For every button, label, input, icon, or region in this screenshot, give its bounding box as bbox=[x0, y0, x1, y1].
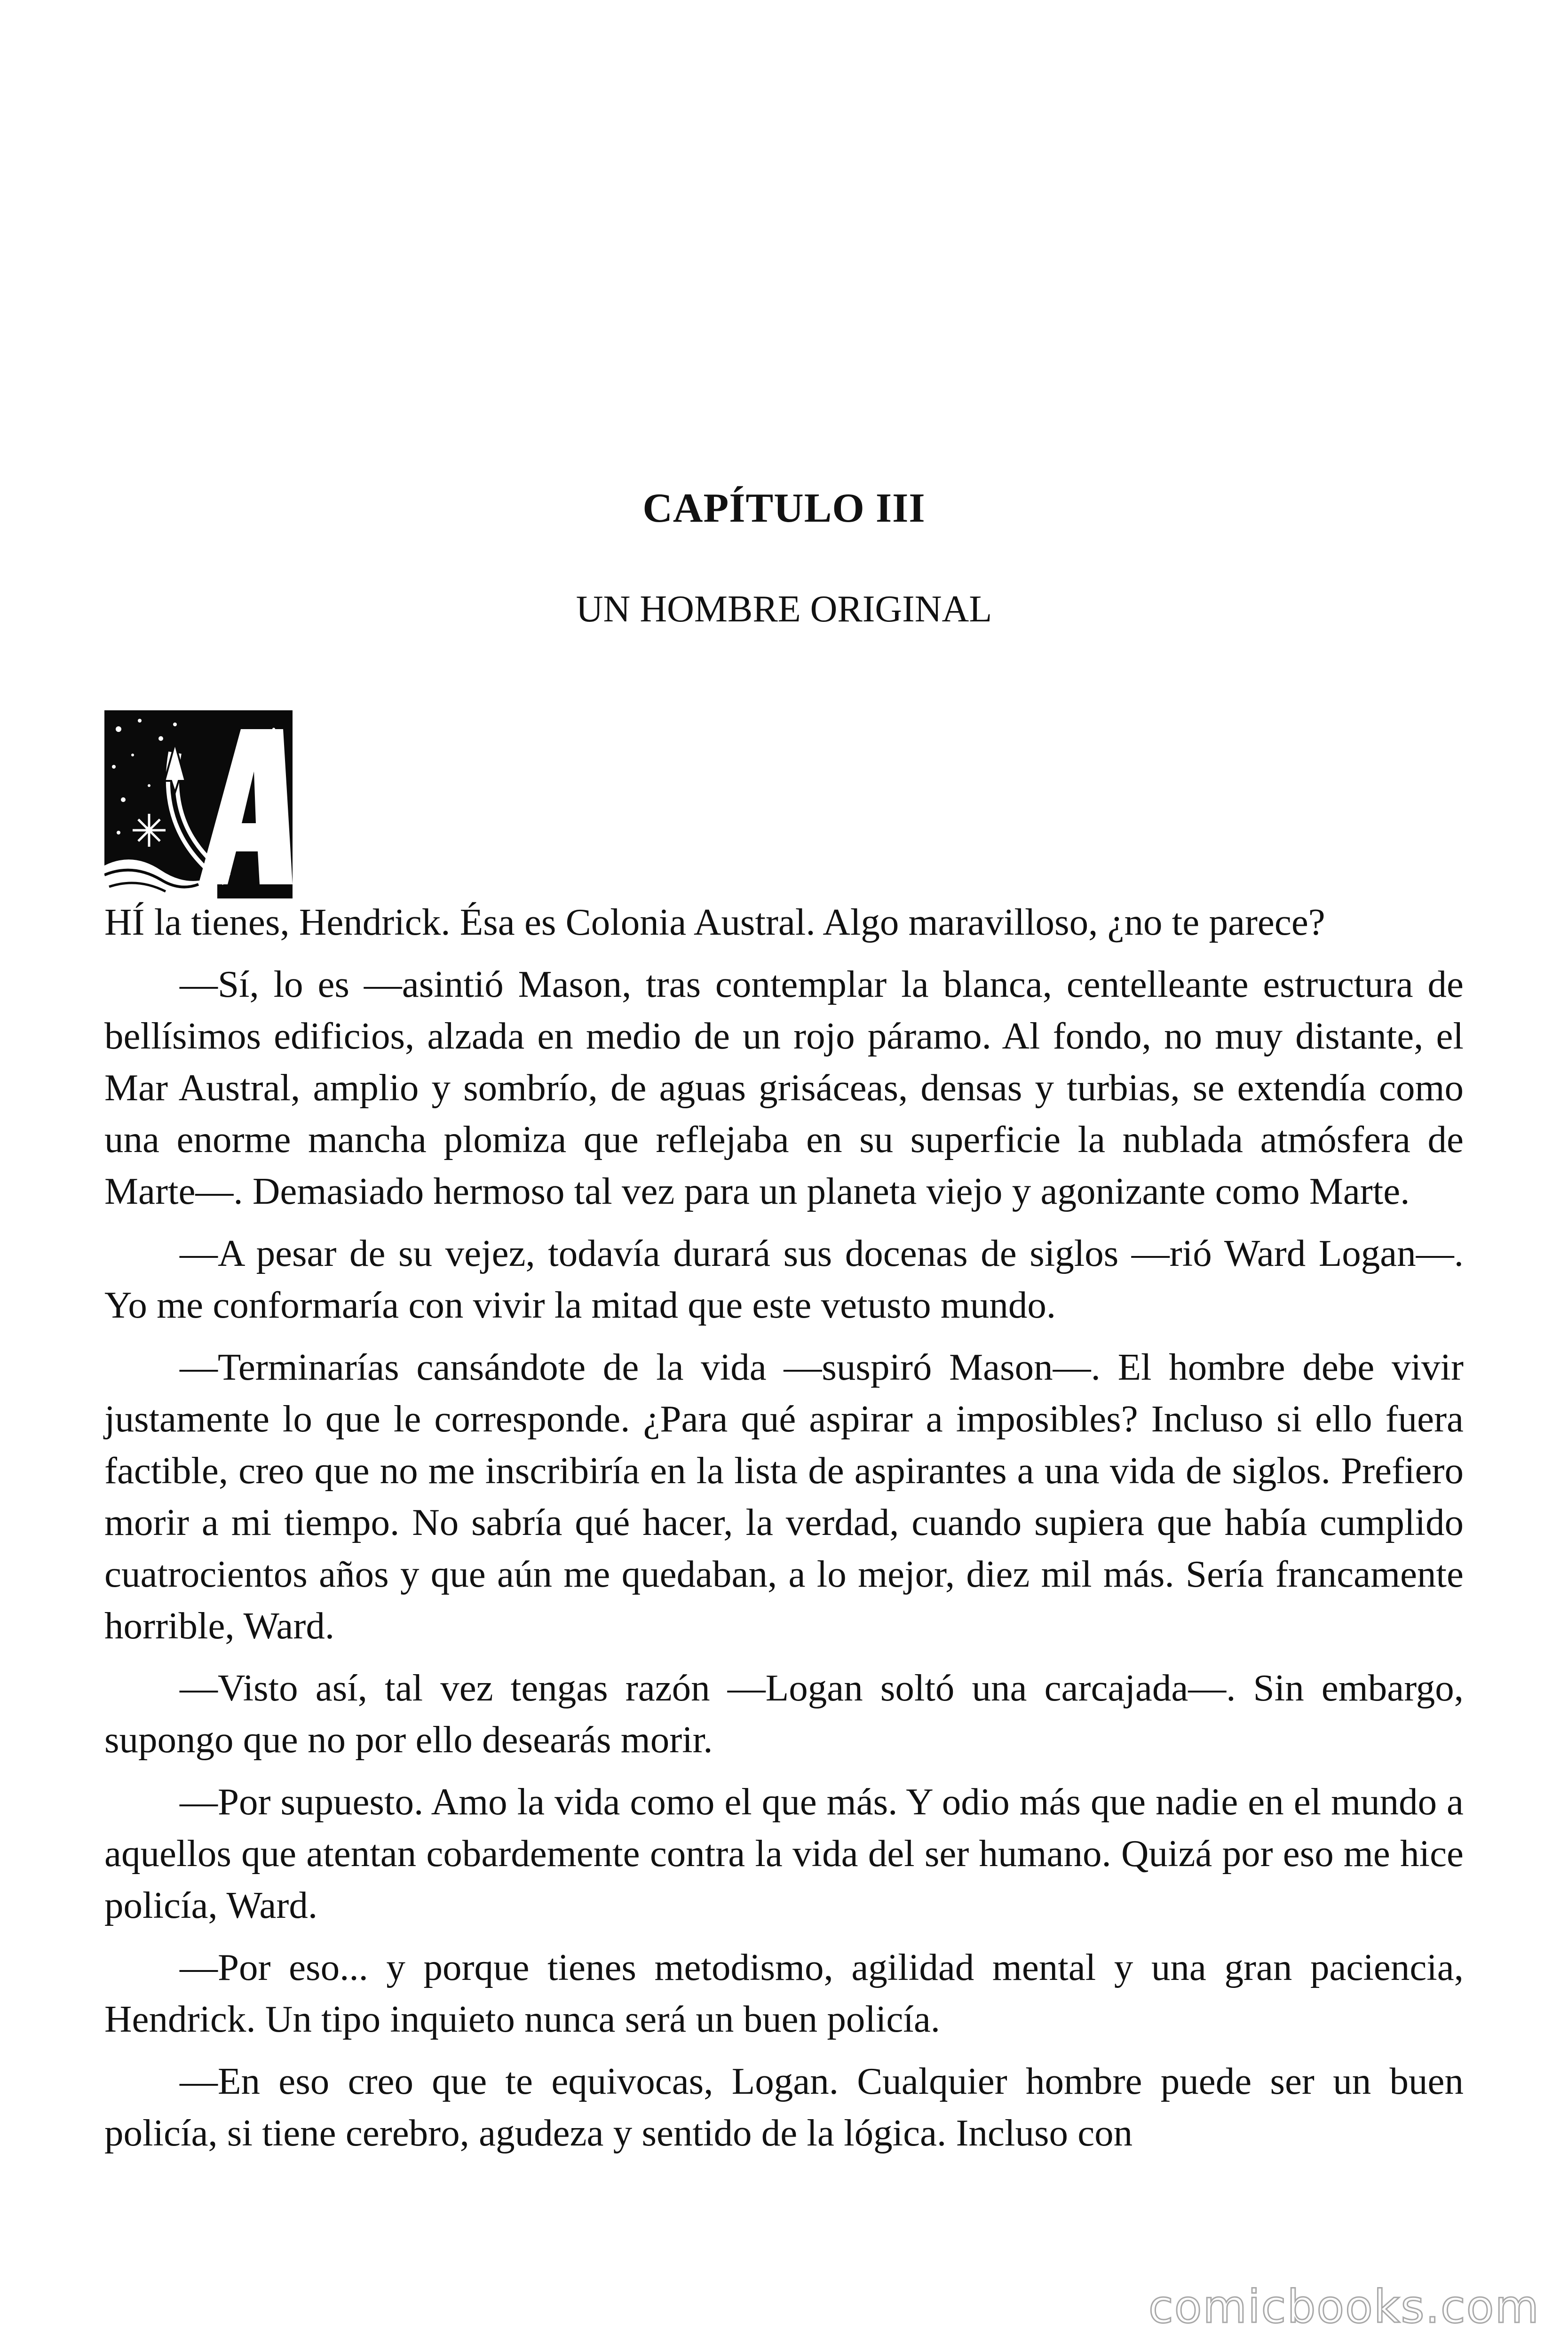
paragraph: —En eso creo que te equivocas, Logan. Cualquier hombre puede ser un buen policía, si tiene cerebro, agudeza y sentido de la lógica. Incluso con bbox=[104, 2060, 1464, 2154]
paragraph: —Por supuesto. Amo la vida como el que más. Y odio más que nadie en el mundo a aquellos que atentan cobardemente contra la vida del ser humano. Quizá por eso me hice policía, Ward. bbox=[104, 1780, 1464, 1926]
watermark: comicbooks.com bbox=[1148, 2280, 1540, 2333]
paragraph: —Por eso... y porque tienes metodismo, agilidad mental y una gran paciencia, Hendrick. Un tipo inquieto nunca será un buen policía. bbox=[104, 1946, 1464, 2040]
paragraph: —A pesar de su vejez, todavía durará sus docenas de siglos —rió Ward Logan—. Yo me conformaría con vivir la mitad que este vetusto mundo. bbox=[104, 1232, 1464, 1326]
chapter-title: CAPÍTULO III bbox=[642, 485, 926, 531]
paragraph: —Sí, lo es —asintió Mason, tras contemplar la blanca, centelleante estructura de bellísimos edificios, alzada en medio de un rojo páramo. Al fondo, no muy distante, el Mar Austral, amplio y sombrío, de aguas grisáceas, densas y turbias, se extendía como una enorme mancha plomiza que reflejaba en su superficie la nublada atmósfera de Marte—. Demasiado hermoso tal vez para un planeta viejo y agonizante como Marte. bbox=[104, 963, 1464, 1212]
paragraph-opening: HÍ la tienes, Hendrick. Ésa es Colonia Austral. Algo maravilloso, ¿no te parece? bbox=[104, 901, 1325, 943]
chapter-subtitle: UN HOMBRE ORIGINAL bbox=[576, 588, 992, 630]
paragraph: —Terminarías cansándote de la vida —suspiró Mason—. El hombre debe vivir justamente lo que le corresponde. ¿Para qué aspirar a imposibles? Incluso si ello fuera factible, creo que no me inscribiría en la lista de aspirantes a una vida de siglos. Prefiero morir a mi tiempo. No sabría qué hacer, la verdad, cuando supiera que había cumplido cuatrocientos años y que aún me quedaban, a lo mejor, diez mil más. Sería francamente horrible, Ward. bbox=[104, 1346, 1464, 1647]
chapter-body bbox=[104, 896, 1464, 2169]
paragraph: —Visto así, tal vez tengas razón —Logan soltó una carcajada—. Sin embargo, supongo que no por ello desearás morir. bbox=[104, 1667, 1464, 1761]
rocket-dropcap-icon bbox=[104, 710, 293, 898]
